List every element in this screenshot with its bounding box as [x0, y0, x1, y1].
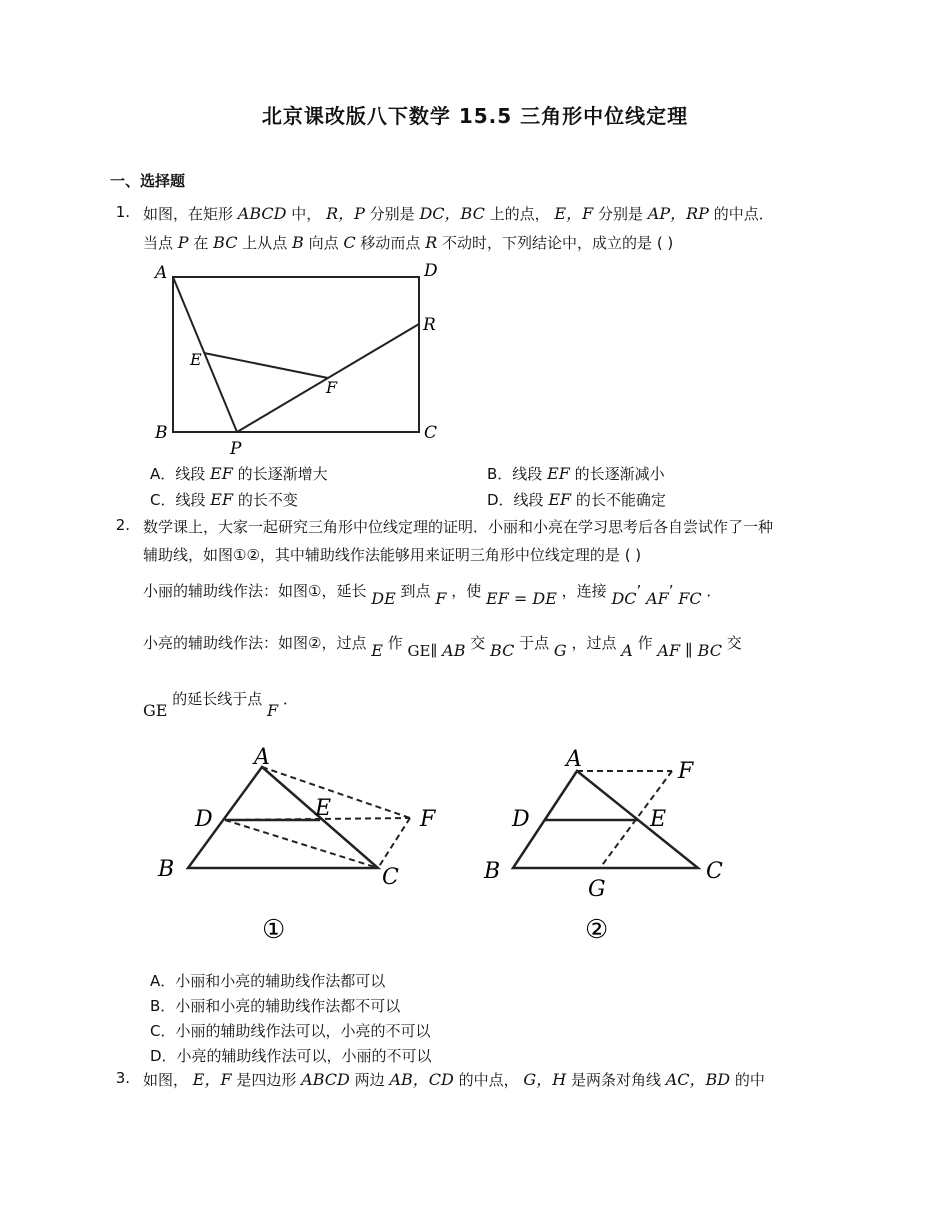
triangle-abc	[188, 767, 378, 868]
math: EF	[210, 490, 234, 509]
math: DE	[371, 589, 396, 608]
math: F	[267, 701, 279, 720]
option-b[interactable]: B．小丽和小亮的辅助线作法都不可以	[150, 997, 401, 1015]
math: C	[343, 233, 356, 252]
option-text: 的长不变	[237, 491, 298, 509]
page-title: 北京课改版八下数学 15.5 三角形中位线定理	[261, 104, 689, 128]
text: ．	[706, 582, 722, 600]
label-d: D	[424, 261, 438, 281]
triangle-figure-2	[480, 740, 740, 950]
text: 于点	[519, 634, 550, 652]
text: 向点	[308, 234, 339, 252]
math: EF	[548, 490, 572, 509]
math: A	[621, 641, 633, 660]
label-b: B	[155, 423, 168, 443]
text: 小亮的辅助线作法：如图②，过点	[143, 634, 367, 652]
text: 如图，在矩形	[143, 205, 234, 223]
text: ，使	[451, 582, 482, 600]
label-b: B	[484, 859, 501, 884]
math: FC	[678, 589, 702, 608]
text: 交	[470, 634, 486, 652]
dashed-fc	[378, 818, 410, 868]
math: EF	[210, 464, 233, 483]
math: B	[292, 233, 304, 252]
label-e: E	[190, 350, 202, 369]
label-c: C	[706, 859, 723, 884]
answer-blank: ( )	[624, 546, 642, 564]
math: EF	[547, 464, 570, 483]
text: 到点	[400, 582, 431, 600]
label-a: A	[155, 263, 168, 283]
question-3-line-1	[143, 1069, 765, 1091]
option-c[interactable]: C．小丽的辅助线作法可以，小亮的不可以	[150, 1022, 431, 1040]
math: AB	[442, 641, 466, 660]
label-d: D	[512, 807, 530, 832]
label-c: C	[382, 865, 399, 890]
segment-ef	[204, 353, 328, 378]
label-f: F	[326, 378, 338, 397]
label-e: E	[315, 796, 332, 821]
option-a[interactable]	[150, 463, 328, 484]
label-a: A	[254, 745, 270, 770]
label-d: D	[195, 807, 213, 832]
question-1-line-1	[143, 203, 774, 225]
rectangle-figure	[150, 260, 450, 460]
math: GE	[407, 642, 431, 660]
question-number: 1.	[115, 203, 130, 221]
math: AF	[646, 589, 669, 608]
label-b: B	[158, 857, 175, 882]
text: 如图，	[143, 1071, 189, 1089]
triangle-figure-1	[150, 740, 450, 950]
text: 的中点，	[458, 1071, 519, 1089]
option-d[interactable]: D．小亮的辅助线作法可以，小丽的不可以	[150, 1047, 432, 1065]
text: 小丽的辅助线作法：如图①，延长	[143, 582, 367, 600]
text: ，过点	[571, 634, 617, 652]
option-label: B．线段	[487, 465, 543, 483]
text: 当点	[143, 234, 174, 252]
text: 辅助线，如图①②，其中辅助线作法能够用来证明三角形中位线定理的是	[143, 546, 620, 564]
text: 不动时，下列结论中，成立的是	[442, 234, 653, 252]
figure-caption: ①	[262, 915, 286, 945]
text: 在	[193, 234, 209, 252]
math: DC	[611, 589, 637, 608]
math: F	[435, 589, 447, 608]
math: ABCD	[301, 1070, 350, 1089]
text: 移动而点	[360, 234, 421, 252]
math: P	[177, 233, 189, 252]
math: EF = DE	[486, 589, 557, 608]
question-2-line-5	[143, 688, 298, 720]
math: E，F	[554, 204, 594, 223]
math: BC	[213, 233, 238, 252]
text: 是两条对角线	[570, 1071, 661, 1089]
option-a[interactable]: A．小丽和小亮的辅助线作法都可以	[150, 972, 386, 990]
math: AF ∥ BC	[657, 641, 722, 660]
answer-blank: ( )	[656, 234, 674, 252]
math: BC	[490, 641, 515, 660]
math: AB，CD	[389, 1070, 454, 1089]
label-r: R	[423, 315, 436, 335]
text: 是四边形	[236, 1071, 297, 1089]
figure-caption: ②	[585, 915, 609, 945]
label-p: P	[230, 439, 242, 459]
label-f: F	[678, 759, 694, 784]
text: 的延长线于点	[172, 690, 263, 708]
segment-ap	[173, 277, 237, 432]
option-b[interactable]	[487, 463, 665, 484]
parallel-symbol: ∥	[430, 642, 438, 660]
option-label: A．线段	[150, 465, 206, 483]
option-c[interactable]	[150, 489, 298, 510]
text: 上的点，	[489, 205, 550, 223]
math: E，F	[192, 1070, 232, 1089]
text: 的中	[734, 1071, 765, 1089]
option-text: 的长逐渐增大	[237, 465, 328, 483]
text: 分别是	[598, 205, 644, 223]
math: AC，BD	[665, 1070, 731, 1089]
text: 的中点．	[713, 205, 774, 223]
label-f: F	[420, 807, 436, 832]
math: R	[425, 233, 438, 252]
text: ，连接	[561, 582, 607, 600]
math: G，H	[523, 1070, 567, 1089]
label-a: A	[566, 747, 582, 772]
question-number: 2.	[115, 516, 130, 534]
math: R，P	[326, 204, 365, 223]
question-2-line-1: 数学课上，大家一起研究三角形中位线定理的证明．小丽和小亮在学习思考后各自尝试作了一种	[143, 518, 774, 536]
label-e: E	[650, 807, 667, 832]
question-2-line-4	[143, 632, 742, 660]
option-text: 的长不能确定	[575, 491, 666, 509]
text: 中，	[291, 205, 322, 223]
dashed-dc	[225, 820, 378, 868]
question-2-line-2	[143, 544, 641, 566]
math: AP，RP	[647, 204, 709, 223]
option-label: C．线段	[150, 491, 206, 509]
text: 两边	[354, 1071, 385, 1089]
math: GE	[143, 701, 168, 720]
label-g: G	[588, 877, 606, 902]
option-d[interactable]	[487, 489, 666, 510]
section-heading: 一、选择题	[110, 172, 186, 190]
text: 作	[387, 634, 403, 652]
text: 上从点	[242, 234, 288, 252]
option-label: D．线段	[487, 491, 544, 509]
question-1-line-2	[143, 232, 673, 254]
label-c: C	[424, 423, 438, 443]
text: 分别是	[369, 205, 415, 223]
dashed-af	[262, 767, 410, 818]
text: 作	[637, 634, 653, 652]
math: ABCD	[237, 204, 287, 223]
text: ．	[282, 690, 298, 708]
question-2-line-3: 小丽的辅助线作法：如图①，延长 DE 到点 F ，使 EF = DE ，连接 DC’ AF’ FC ．	[143, 582, 722, 608]
math: DC，BC	[419, 204, 485, 223]
option-text: 的长逐渐减小	[574, 465, 665, 483]
question-number: 3.	[115, 1069, 130, 1087]
text: 交	[726, 634, 742, 652]
math: E	[371, 641, 383, 660]
math: G	[553, 641, 567, 660]
